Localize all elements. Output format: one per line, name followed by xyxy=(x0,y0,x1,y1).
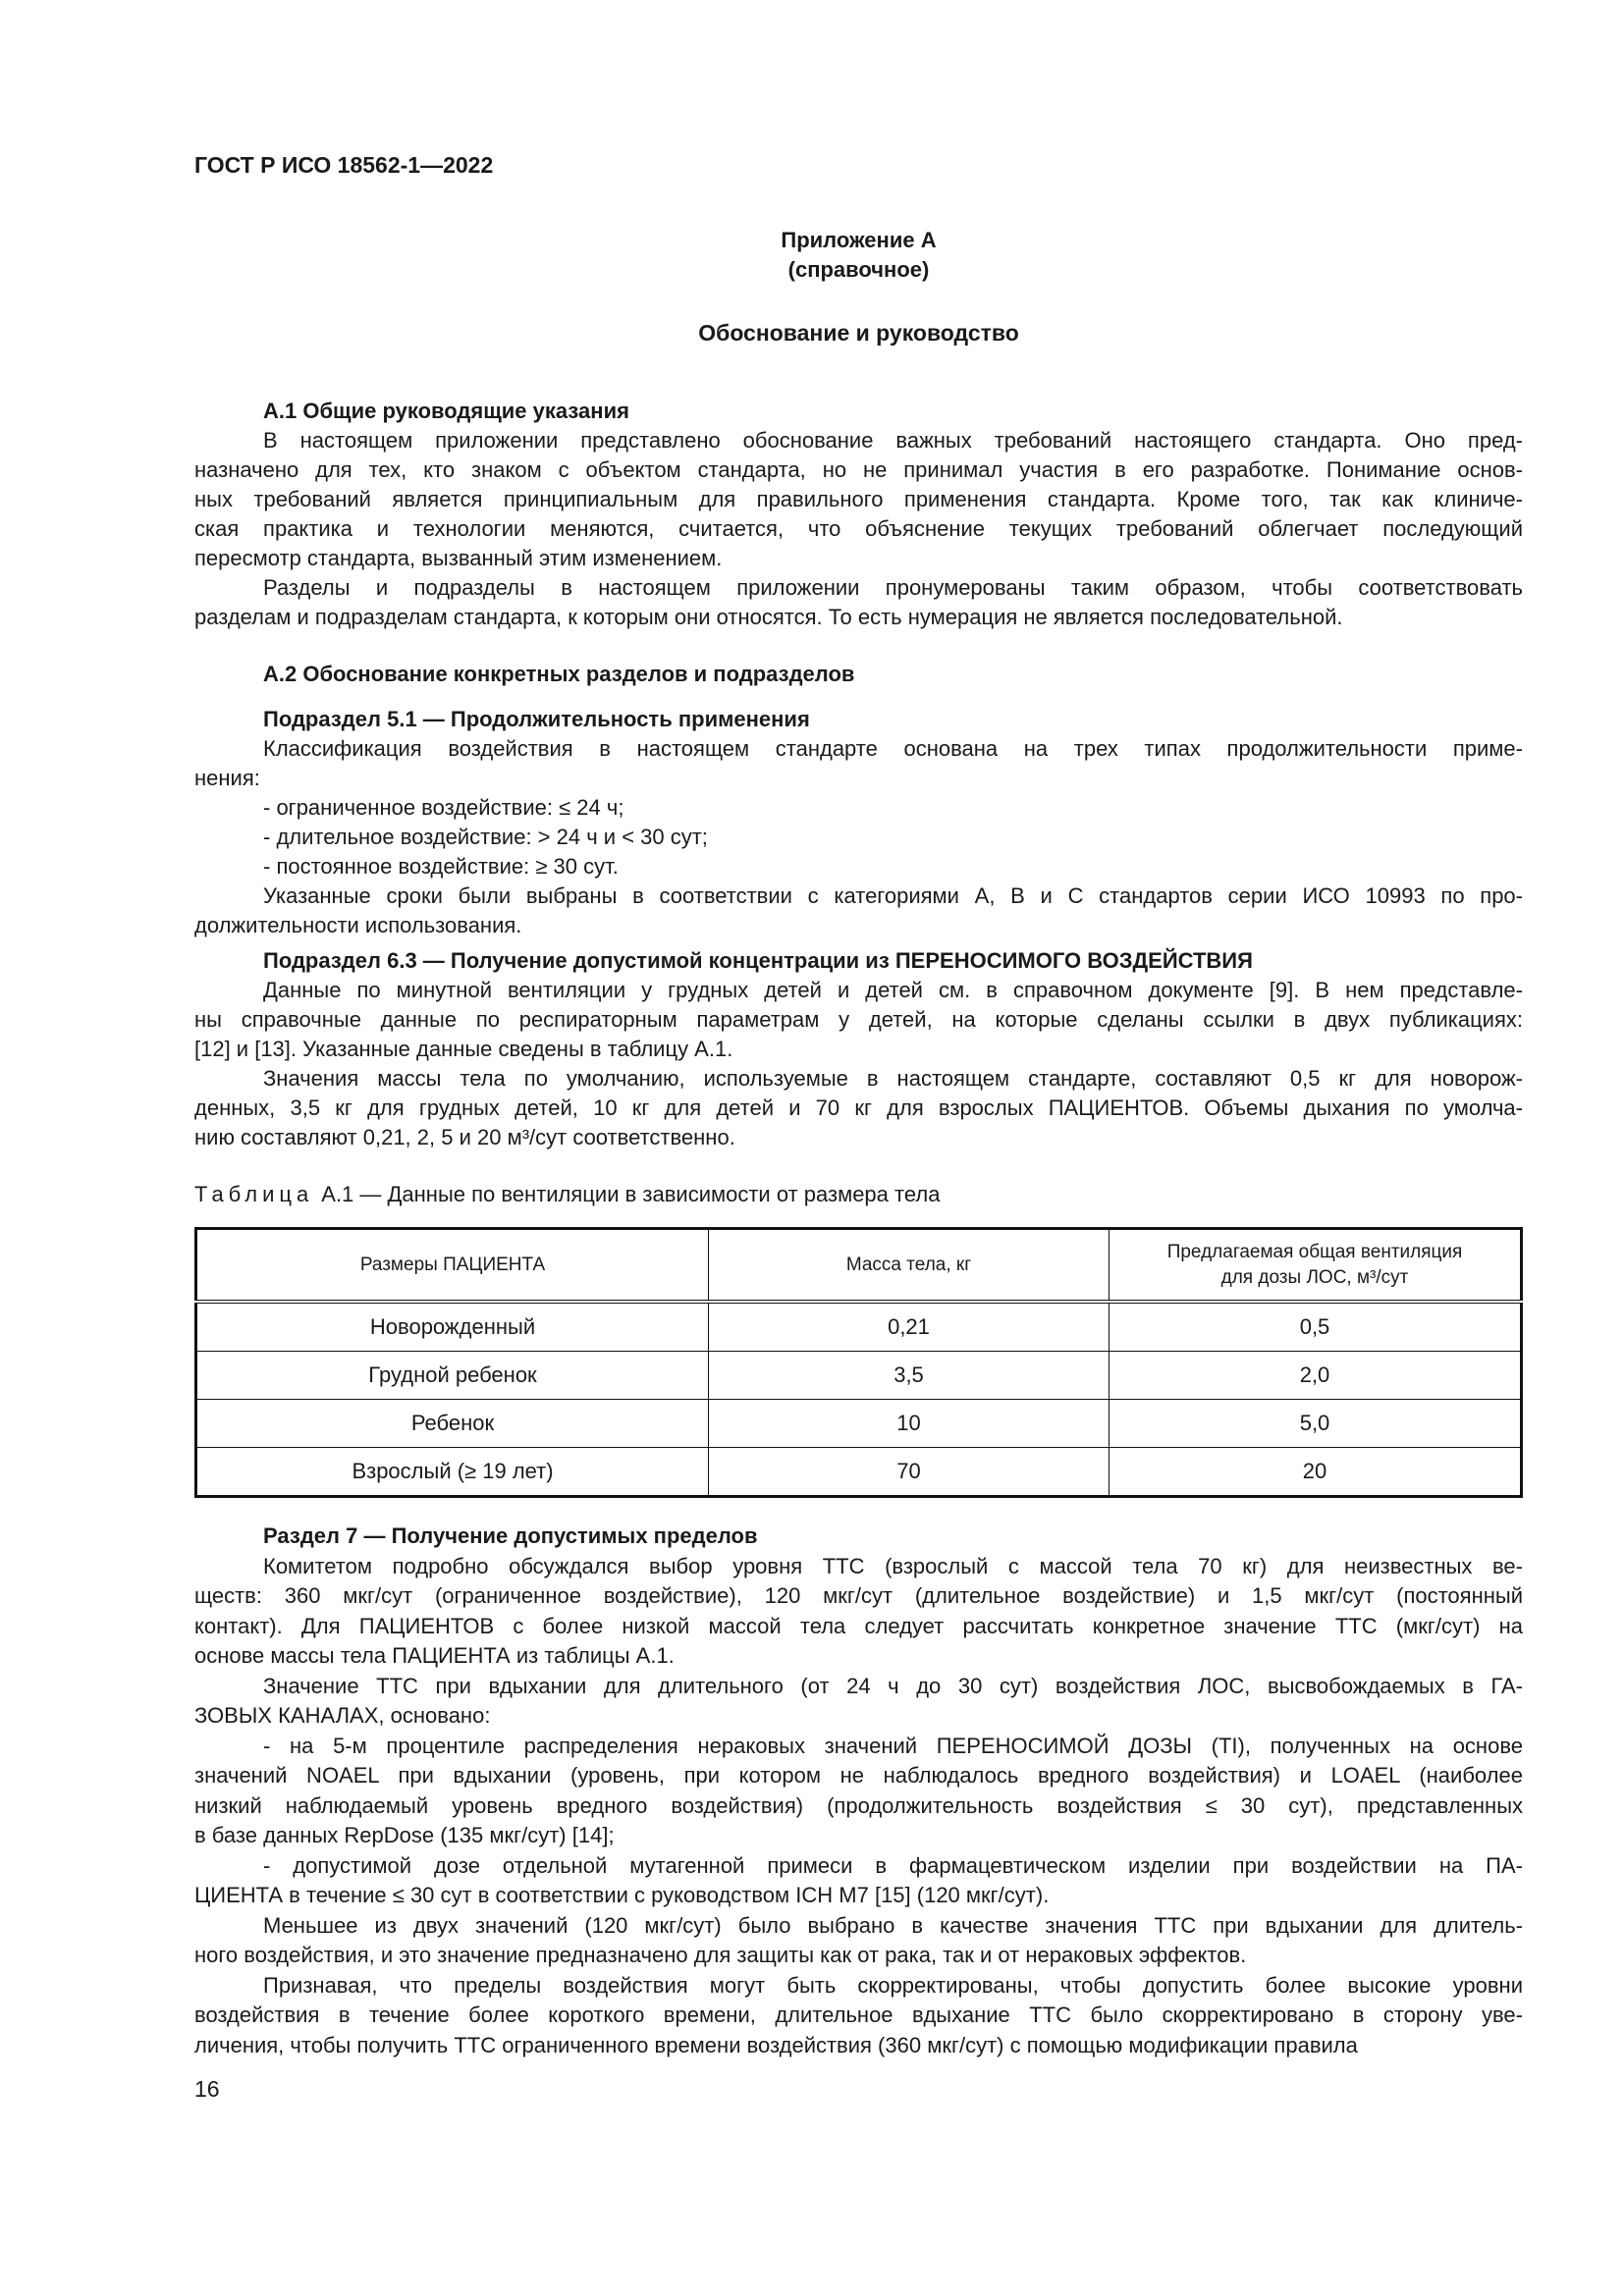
text-line: Данные по минутной вентиляции у грудных детей и детей см. в справочном документе [9]. В нем представле- xyxy=(263,978,1523,1002)
text-line: ЦИЕНТА в течение ≤ 30 сут в соответствии с руководством ICH M7 [15] (120 мкг/сут). xyxy=(194,1883,1050,1907)
table-cell: 70 xyxy=(709,1448,1110,1497)
text-line: [12] и [13]. Указанные данные сведены в таблицу А.1. xyxy=(194,1037,733,1061)
paragraph xyxy=(194,823,1523,852)
text-line: ных требований является принципиальным для правильного применения стандарта. Кроме того, так как клиниче- xyxy=(194,487,1523,511)
section-heading: Раздел 7 — Получение допустимых пределов xyxy=(263,1523,758,1548)
text-line: воздействия в течение более короткого времени, длительное вдыхание ТТС было скорректировано в сторону уве- xyxy=(194,2002,1523,2027)
paragraph xyxy=(194,1971,1523,2061)
text-line: Меньшее из двух значений (120 мкг/сут) было выбрано в качестве значения ТТС при вдыхании для длитель- xyxy=(263,1912,1523,1938)
table-cell: Ребенок xyxy=(196,1400,709,1448)
table-cell: Грудной ребенок xyxy=(196,1352,709,1400)
text-line: должительности использования. xyxy=(194,913,522,937)
text-line: ного воздействия, и это значение предназначено для защиты как от рака, так и от нераковых эффектов. xyxy=(194,1943,1247,1967)
appendix-name: Обоснование и руководство xyxy=(698,320,1019,346)
text-line: - на 5-м процентиле распределения нераковых значений ПЕРЕНОСИМОЙ ДОЗЫ (TI), полученных на основе xyxy=(263,1733,1523,1758)
text-line: ЗОВЫХ КАНАЛАХ, основано: xyxy=(194,1703,491,1728)
section-a2 xyxy=(194,660,1523,689)
paragraph xyxy=(194,1851,1523,1911)
column-header xyxy=(1110,1229,1522,1303)
text-line: ществ: 360 мкг/сут (ограниченное воздействие), 120 мкг/сут (длительное воздействие) и 1,5 мкг/сут (постоянный xyxy=(194,1583,1523,1608)
paragraph xyxy=(194,573,1523,632)
table-cell: 0,5 xyxy=(1110,1302,1522,1352)
paragraph xyxy=(194,426,1523,573)
text-line: контакт). Для ПАЦИЕНТОВ с более низкой массой тела следует рассчитать конкретное значение ТТС (мкг/сут) на xyxy=(194,1613,1523,1638)
text-line: личения, чтобы получить ТТС ограниченного времени воздействия (360 мкг/сут) с помощью модификации правила xyxy=(194,2032,1358,2057)
text-line: - постоянное воздействие: ≥ 30 сут. xyxy=(263,854,619,879)
text-line: значений NOAEL при вдыхании (уровень, при котором не наблюдалось вредного воздействия) и LOAEL (наиболее xyxy=(194,1763,1523,1788)
text-line: Значения массы тела по умолчанию, используемые в настоящем стандарте, составляют 0,5 кг для новорож- xyxy=(263,1066,1523,1091)
paragraph xyxy=(194,881,1523,940)
section-a1 xyxy=(194,397,1523,632)
document-id-header: ГОСТ Р ИСО 18562-1—2022 xyxy=(194,152,494,178)
paragraph xyxy=(194,734,1523,793)
text-line: Комитетом подробно обсуждался выбор уровня ТТС (взрослый с массой тела 70 кг) для неизвестных ве- xyxy=(263,1553,1523,1578)
text-line: Указанные сроки были выбраны в соответствии с категориями А, В и С стандартов серии ИСО 10993 по про- xyxy=(263,883,1523,908)
table-cell: 10 xyxy=(709,1400,1110,1448)
text-line: нию составляют 0,21, 2, 5 и 20 м³/сут соответственно. xyxy=(194,1125,735,1149)
text-line: Разделы и подразделы в настоящем приложении пронумерованы таким образом, чтобы соответствовать xyxy=(263,575,1523,600)
section-heading: А.1 Общие руководящие указания xyxy=(263,399,629,423)
table-row xyxy=(196,1302,1522,1352)
column-header: Размеры ПАЦИЕНТА xyxy=(196,1229,709,1303)
paragraph xyxy=(194,1552,1523,1672)
subsection-heading: Подраздел 6.3 — Получение допустимой концентрации из ПЕРЕНОСИМОГО ВОЗДЕЙСТВИЯ xyxy=(263,948,1253,973)
table-cell: 5,0 xyxy=(1110,1400,1522,1448)
text-line: денных, 3,5 кг для грудных детей, 10 кг для детей и 70 кг для взрослых ПАЦИЕНТОВ. Объемы дыхания по умолча- xyxy=(194,1095,1523,1120)
table-caption-label: Таблица xyxy=(194,1182,314,1206)
paragraph xyxy=(194,1732,1523,1851)
ventilation-table xyxy=(194,1227,1523,1498)
text-line: ны справочные данные по респираторным параметрам у детей, на которые сделаны ссылки в двух публикациях: xyxy=(194,1007,1523,1032)
text-line: назначено для тех, кто знаком с объектом стандарта, но не принимал участия в его разработке. Понимание основ- xyxy=(194,457,1523,482)
paragraph xyxy=(194,976,1523,1064)
text-line: В настоящем приложении представлено обоснование важных требований настоящего стандарта. Оно пред- xyxy=(263,428,1523,453)
section-7 xyxy=(194,1522,1523,2060)
text-line: разделам и подразделам стандарта, к которым они относятся. То есть нумерация не является последовательной. xyxy=(194,605,1343,629)
table-cell: 20 xyxy=(1110,1448,1522,1497)
appendix-kind: (справочное) xyxy=(787,257,930,282)
table-row xyxy=(196,1352,1522,1400)
paragraph xyxy=(194,852,1523,881)
table-header-row xyxy=(196,1229,1522,1303)
text-line: основе массы тела ПАЦИЕНТА из таблицы А.1. xyxy=(194,1643,675,1668)
table-cell: Взрослый (≥ 19 лет) xyxy=(196,1448,709,1497)
text-line: Классификация воздействия в настоящем стандарте основана на трех типах продолжительности приме- xyxy=(263,736,1523,761)
table-cell: 3,5 xyxy=(709,1352,1110,1400)
section-heading: А.2 Обоснование конкретных разделов и подразделов xyxy=(263,662,855,686)
text-line: в базе данных RepDose (135 мкг/сут) [14]; xyxy=(194,1823,615,1847)
paragraph xyxy=(194,793,1523,823)
table-caption xyxy=(194,1180,940,1209)
paragraph xyxy=(194,1064,1523,1152)
page-number: 16 xyxy=(194,2076,220,2102)
table-cell: 2,0 xyxy=(1110,1352,1522,1400)
table-cell: 0,21 xyxy=(709,1302,1110,1352)
table-row xyxy=(196,1400,1522,1448)
paragraph xyxy=(194,1911,1523,1971)
column-header-line: Предлагаемая общая вентиляция xyxy=(1166,1241,1463,1262)
table-row xyxy=(196,1448,1522,1497)
text-line: - длительное воздействие: > 24 ч и < 30 сут; xyxy=(263,825,708,849)
text-line: Признавая, что пределы воздействия могут быть скорректированы, чтобы допустить более высокие уровни xyxy=(263,1972,1523,1998)
text-line: - допустимой дозе отдельной мутагенной примеси в фармацевтическом изделии при воздействии на ПА- xyxy=(263,1852,1523,1878)
text-line: пересмотр стандарта, вызванный этим изменением. xyxy=(194,546,723,570)
subsection-heading: Подраздел 5.1 — Продолжительность применения xyxy=(263,707,810,731)
text-line: низкий наблюдаемый уровень вредного воздействия) (продолжительность воздействия ≤ 30 сут), представленных xyxy=(194,1792,1523,1818)
column-header-line: для дозы ЛОС, м³/сут xyxy=(1220,1266,1409,1288)
text-line: нения: xyxy=(194,766,260,790)
subsection-5-1 xyxy=(194,705,1523,1152)
paragraph xyxy=(194,1672,1523,1732)
appendix-title: Приложение А xyxy=(781,228,937,252)
table-caption-text: А.1 — Данные по вентиляции в зависимости от размера тела xyxy=(321,1182,941,1206)
table-cell: Новорожденный xyxy=(196,1302,709,1352)
column-header: Масса тела, кг xyxy=(709,1229,1110,1303)
text-line: ская практика и технологии меняются, считается, что объяснение текущих требований облегчает последующий xyxy=(194,516,1523,541)
text-line: Значение ТТС при вдыхании для длительного (от 24 ч до 30 сут) воздействия ЛОС, высвобождаемых в ГА- xyxy=(263,1673,1523,1698)
text-line: - ограниченное воздействие: ≤ 24 ч; xyxy=(263,795,624,820)
